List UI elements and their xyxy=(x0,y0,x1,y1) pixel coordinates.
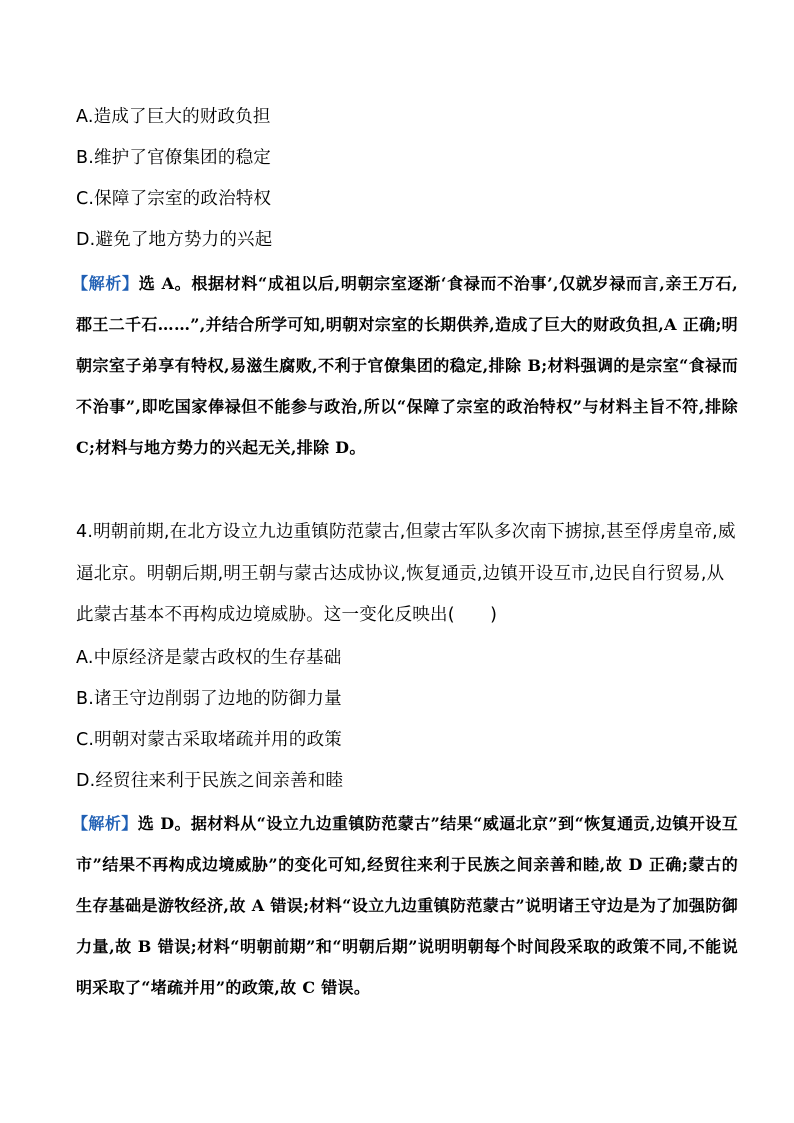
q4-option-c: C.明朝对蒙古采取堵疏并用的政策 xyxy=(76,730,342,750)
q4-option-a: A.中原经济是蒙古政权的生存基础 xyxy=(76,648,342,668)
q3-analysis-text: 选 A。根据材料“成祖以后,明朝宗室逐渐‘食禄而不治事’,仅就岁禄而言,亲王万石,郡王二千石……”,并结合所学可知,明朝对宗室的长期供养,造成了巨大的财政负担,A 正确;明朝宗室子弟享有特权,易滋生腐败,不利于官僚集团的稳定,排除 B;材料强调的是宗室“食禄而不治事”,即吃国家俸禄但不能参与政治,所以“保障了宗室的政治特权”与材料主旨不符,排除 C;材料与地方势力的兴起无关,排除 D。 xyxy=(76,274,738,457)
q3-option-a: A.造成了巨大的财政负担 xyxy=(76,107,271,127)
q4-analysis-tag: 【解析】 xyxy=(72,814,138,833)
q4-option-d: D.经贸往来利于民族之间亲善和睦 xyxy=(76,771,344,791)
q4-analysis-text: 选 D。据材料从“设立九边重镇防范蒙古”结果“威逼北京”到“恢复通贡,边镇开设互市”结果不再构成边境威胁”的变化可知,经贸往来利于民族之间亲善和睦,故 D 正确;蒙古的生存基础是游牧经济,故 A 错误;材料“设立九边重镇防范蒙古”说明诸王守边是为了加强防御力量,故 B 错误;材料“明朝前期”和“明朝后期”说明明朝每个时间段采取的政策不同,不能说明采取了“堵疏并用”的政策,故 C 错误。 xyxy=(76,814,738,997)
q3-analysis xyxy=(72,263,738,468)
q4-analysis xyxy=(72,803,738,1008)
q4-stem: 4.明朝前期,在北方设立九边重镇防范蒙古,但蒙古军队多次南下掳掠,甚至俘虏皇帝,威逼北京。明朝后期,明王朝与蒙古达成协议,恢复通贡,边镇开设互市,边民自行贸易,从此蒙古基本不再构成边境威胁。这一变化反映出( ) xyxy=(76,522,736,625)
q4-option-b: B.诸王守边削弱了边地的防御力量 xyxy=(76,689,342,709)
q3-option-d: D.避免了地方势力的兴起 xyxy=(76,230,273,250)
q3-option-c: C.保障了宗室的政治特权 xyxy=(76,189,272,209)
q3-analysis-tag: 【解析】 xyxy=(72,274,139,293)
q3-option-b: B.维护了官僚集团的稳定 xyxy=(76,148,271,168)
